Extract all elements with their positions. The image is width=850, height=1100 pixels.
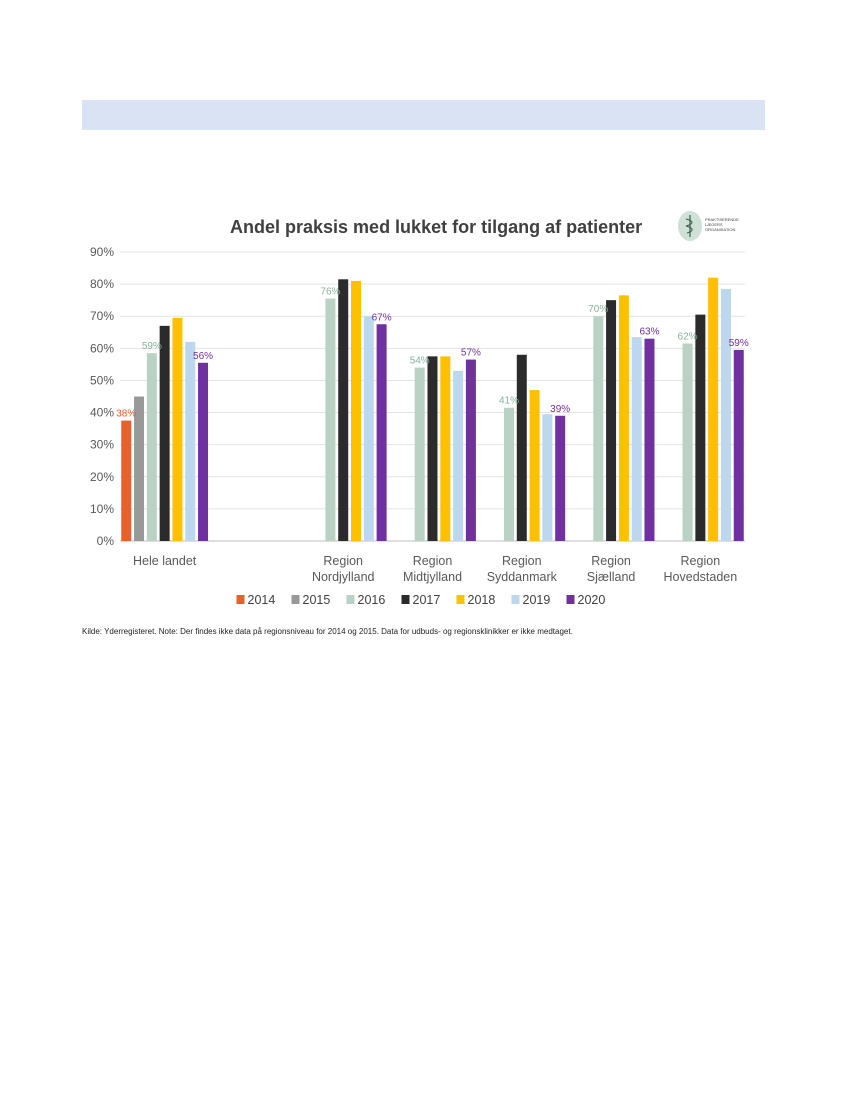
organization-logo xyxy=(677,210,757,246)
logo-text: PRAKTISERENDE LÆGERS ORGANISATION xyxy=(705,217,739,232)
legend-label: 2014 xyxy=(247,593,276,607)
x-category-label: Sjælland xyxy=(586,570,636,584)
x-category-label: Hele landet xyxy=(133,554,197,568)
header-band xyxy=(82,100,765,130)
bar xyxy=(708,278,718,541)
legend-label: 2018 xyxy=(467,593,496,607)
bar xyxy=(121,421,131,541)
y-tick-label: 50% xyxy=(89,373,114,388)
bar xyxy=(644,339,654,541)
bar xyxy=(185,342,195,541)
data-label: 63% xyxy=(639,326,660,338)
x-category-label: Region xyxy=(680,554,721,568)
legend-label: 2019 xyxy=(522,593,551,607)
bar xyxy=(364,316,374,541)
y-tick-label: 0% xyxy=(96,534,114,548)
bar xyxy=(721,289,731,541)
x-category-label: Region xyxy=(591,554,631,568)
bar xyxy=(377,324,387,541)
data-label: 67% xyxy=(371,312,392,324)
legend-label: 2016 xyxy=(357,593,386,607)
y-tick-label: 80% xyxy=(89,277,114,292)
bar xyxy=(683,344,693,541)
bar xyxy=(517,355,527,541)
data-label: 54% xyxy=(409,355,430,367)
bar xyxy=(351,281,361,541)
data-label: 59% xyxy=(141,341,162,353)
data-label: 38% xyxy=(116,408,137,420)
data-label: 39% xyxy=(550,403,571,415)
legend-label: 2020 xyxy=(577,593,606,607)
bar xyxy=(428,356,438,541)
bar xyxy=(555,416,565,541)
bar xyxy=(147,353,157,541)
legend-swatch xyxy=(567,595,575,604)
bar xyxy=(415,368,425,541)
x-category-label: Midtjylland xyxy=(402,570,463,584)
data-label: 62% xyxy=(677,331,698,343)
bar xyxy=(695,315,705,541)
bar xyxy=(466,360,476,541)
x-category-label: Region xyxy=(412,554,453,568)
bar xyxy=(160,326,170,541)
source-note: Kilde: Yderregisteret. Note: Der findes ikke data på regionsniveau for 2014 og 2015. Data for udbuds- og regionsklinikker er ikke medtaget. xyxy=(82,627,573,636)
y-tick-label: 10% xyxy=(89,501,114,516)
data-label: 57% xyxy=(460,347,481,359)
data-label: 76% xyxy=(320,286,341,298)
y-tick-label: 40% xyxy=(89,405,114,420)
bar xyxy=(542,414,552,541)
legend-label: 2017 xyxy=(412,593,441,607)
y-tick-label: 70% xyxy=(89,309,114,324)
bar xyxy=(325,299,335,541)
legend-swatch xyxy=(457,595,465,604)
bar-chart xyxy=(80,200,770,620)
bar xyxy=(632,337,642,541)
x-category-label: Syddanmark xyxy=(486,570,557,584)
caduceus-icon xyxy=(677,210,703,242)
bar xyxy=(338,279,348,541)
data-label: 70% xyxy=(588,304,609,316)
bar xyxy=(440,356,450,541)
legend-swatch xyxy=(512,595,520,604)
y-tick-label: 90% xyxy=(89,245,114,259)
bar xyxy=(606,300,616,541)
legend-swatch xyxy=(237,595,245,604)
y-tick-label: 60% xyxy=(89,341,114,356)
bar xyxy=(530,390,540,541)
x-category-label: Hovedstaden xyxy=(663,570,738,584)
bar xyxy=(593,316,603,541)
bar xyxy=(734,350,744,541)
chart-title: Andel praksis med lukket for tilgang af patienter xyxy=(230,217,643,237)
y-tick-label: 30% xyxy=(89,437,114,452)
bar xyxy=(172,318,182,541)
legend-label: 2015 xyxy=(302,593,331,607)
legend-swatch xyxy=(292,595,300,604)
data-label: 59% xyxy=(728,337,749,349)
legend-swatch xyxy=(347,595,355,604)
data-label: 41% xyxy=(498,395,519,407)
bar xyxy=(504,408,514,541)
bar xyxy=(619,295,629,541)
x-category-label: Region xyxy=(501,554,542,568)
data-label: 56% xyxy=(193,350,214,362)
x-category-label: Nordjylland xyxy=(311,570,375,584)
bar xyxy=(453,371,463,541)
bar xyxy=(198,363,208,541)
legend-swatch xyxy=(402,595,410,604)
y-tick-label: 20% xyxy=(89,469,114,484)
chart-container xyxy=(80,200,770,650)
x-category-label: Region xyxy=(323,554,364,568)
